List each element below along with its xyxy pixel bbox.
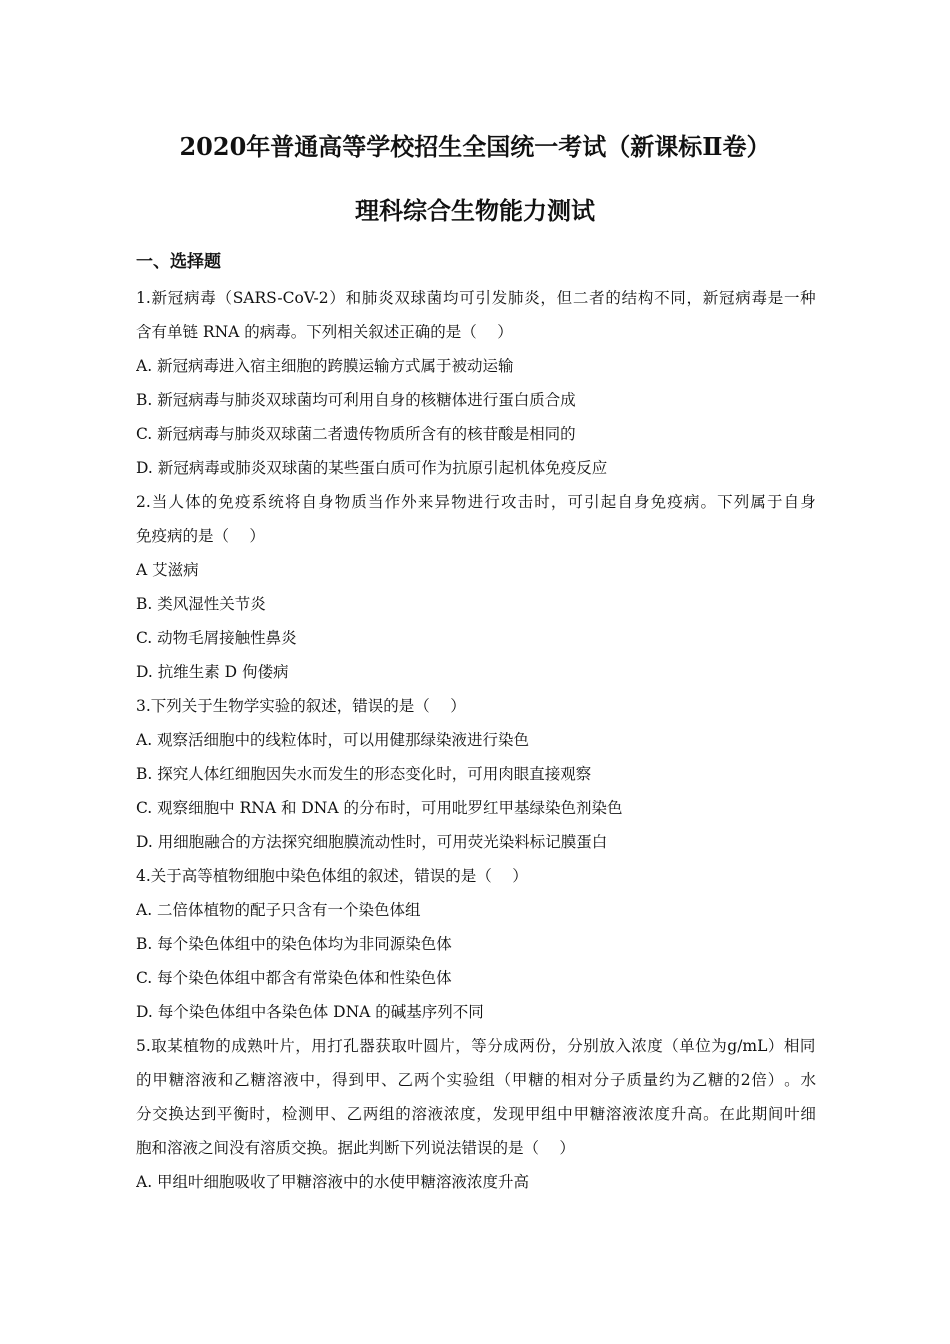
- stem-glyph: 引: [584, 493, 600, 511]
- stem-glyph: 可: [459, 289, 475, 307]
- stem-glyph: 身: [634, 493, 650, 511]
- stem-glyph: 两: [519, 1037, 535, 1055]
- section-heading: 一、选择题: [136, 252, 221, 272]
- stem-glyph: 起: [600, 493, 617, 511]
- stem-glyph: 二: [572, 289, 589, 307]
- stem-glyph: 某: [167, 1037, 183, 1055]
- stem-glyph: 甲: [573, 1105, 589, 1123]
- stem-glyph: ，: [265, 1105, 282, 1123]
- stem-glyph: ，: [551, 1037, 567, 1055]
- stem-glyph: 倍: [751, 1071, 767, 1089]
- stem-glyph: 成: [231, 1037, 247, 1055]
- stem-glyph: 中: [299, 1071, 315, 1089]
- stem-glyph: 的: [544, 1071, 561, 1089]
- stem-glyph: 系: [251, 493, 268, 511]
- stem-glyph: 取: [391, 1037, 407, 1055]
- stem-glyph: 实: [446, 1071, 463, 1089]
- stem-glyph: 异: [434, 493, 451, 511]
- stem-glyph: 甲: [152, 1071, 168, 1089]
- stem-glyph: 乙: [691, 1071, 708, 1089]
- stem-glyph: 引: [475, 289, 491, 307]
- stem-glyph: ）: [767, 1037, 784, 1055]
- stem-glyph: ，: [295, 1037, 311, 1055]
- stem-glyph: 分: [136, 1105, 152, 1123]
- question-stem-line: 含有单链 RNA 的病毒。下列相关叙述正确的是（ ）: [136, 323, 513, 341]
- answer-option: B. 新冠病毒与肺炎双球菌均可利用自身的核糖体进行蛋白质合成: [136, 391, 576, 409]
- stem-glyph: 叶: [263, 1037, 279, 1055]
- stem-glyph: 身: [318, 493, 334, 511]
- stem-glyph: 甲: [314, 1105, 330, 1123]
- stem-glyph: 物: [451, 493, 467, 511]
- stem-glyph: 糖: [250, 1071, 266, 1089]
- stem-glyph: 甲: [511, 1071, 528, 1089]
- stem-glyph: 细: [800, 1105, 816, 1123]
- stem-glyph: 乙: [346, 1105, 363, 1123]
- stem-glyph: 叶: [407, 1037, 423, 1055]
- stem-glyph: 新: [151, 289, 168, 307]
- stem-glyph: 分: [487, 1037, 503, 1055]
- stem-glyph: 熟: [247, 1037, 263, 1055]
- stem-glyph: 结: [621, 289, 638, 307]
- stem-glyph: 度: [654, 1105, 671, 1123]
- stem-glyph: 新: [702, 289, 719, 307]
- stem-glyph: 的: [136, 1071, 152, 1089]
- stem-glyph: 物: [199, 1037, 215, 1055]
- stem-glyph: 液: [283, 1071, 299, 1089]
- stem-glyph: 糖: [168, 1071, 185, 1089]
- stem-glyph: 叶: [784, 1105, 800, 1123]
- stem-glyph: 1.: [136, 289, 151, 307]
- stem-glyph: 子: [609, 1071, 626, 1089]
- stem-glyph: ，: [550, 493, 567, 511]
- stem-glyph: 和: [345, 289, 362, 307]
- stem-glyph: 肺: [361, 289, 378, 307]
- stem-glyph: 溶: [411, 1105, 427, 1123]
- document-title: 2020年普通高等学校招生全国统一考试（新课标Ⅱ卷）: [179, 132, 771, 161]
- stem-glyph: 5.: [136, 1037, 151, 1055]
- stem-glyph: 发: [491, 289, 508, 307]
- stem-glyph: 打: [327, 1037, 343, 1055]
- stem-glyph: 乙: [397, 1071, 414, 1089]
- stem-glyph: 两: [413, 1071, 430, 1089]
- stem-glyph: SARS-CoV-2: [232, 289, 329, 307]
- stem-glyph: （: [216, 289, 232, 307]
- stem-glyph: 等: [471, 1037, 487, 1055]
- stem-glyph: 自: [783, 493, 800, 511]
- stem-glyph: 病: [183, 289, 200, 307]
- answer-option: B. 探究人体红细胞因失水而发生的形态变化时，可用肉眼直接观察: [136, 765, 592, 783]
- stem-glyph: ，: [455, 1037, 471, 1055]
- stem-glyph: 作: [384, 493, 401, 511]
- stem-glyph: 平: [217, 1105, 233, 1123]
- answer-option: D. 新冠病毒或肺炎双球菌的某些蛋白质可作为抗原引起机体免疫反应: [136, 459, 608, 477]
- stem-glyph: 当: [368, 493, 384, 511]
- stem-glyph: 自: [301, 493, 318, 511]
- stem-glyph: 两: [362, 1105, 379, 1123]
- stem-glyph: 期: [751, 1105, 768, 1123]
- stem-glyph: 量: [642, 1071, 659, 1089]
- stem-glyph: 球: [410, 289, 427, 307]
- stem-glyph: 。: [784, 1071, 800, 1089]
- stem-glyph: 孔: [343, 1037, 359, 1055]
- answer-option: A. 观察活细胞中的线粒体时，可以用健那绿染液进行染色: [136, 731, 530, 749]
- answer-option: C. 观察细胞中 RNA 和 DNA 的分布时，可用吡罗红甲基绿染色剂染色: [136, 799, 623, 817]
- stem-glyph: 但: [556, 289, 573, 307]
- stem-glyph: 、: [330, 1105, 346, 1123]
- stem-glyph: 冠: [719, 289, 735, 307]
- answer-option: C. 动物毛屑接触性鼻炎: [136, 629, 297, 647]
- stem-glyph: 菌: [426, 289, 443, 307]
- stem-glyph: 浓: [443, 1105, 460, 1123]
- answer-option: A. 二倍体植物的配子只含有一个染色体组: [136, 901, 421, 919]
- question-stem-line: 3.下列关于生物学实验的叙述，错误的是（ ）: [136, 697, 466, 715]
- stem-glyph: 组: [541, 1105, 557, 1123]
- stem-glyph: 列: [733, 493, 750, 511]
- stem-glyph: 相: [560, 1071, 577, 1089]
- stem-glyph: 交: [152, 1105, 168, 1123]
- question-stem-line: [136, 488, 816, 522]
- answer-option: A. 新冠病毒进入宿主细胞的跨膜运输方式属于被动运输: [136, 357, 514, 375]
- stem-glyph: 属: [750, 493, 766, 511]
- stem-glyph: 病: [683, 493, 700, 511]
- stem-glyph: 自: [617, 493, 633, 511]
- stem-glyph: 相: [783, 1037, 800, 1055]
- stem-glyph: 获: [375, 1037, 391, 1055]
- stem-glyph: 当: [151, 493, 168, 511]
- stem-glyph: （: [495, 1071, 512, 1089]
- stem-glyph: 免: [650, 493, 667, 511]
- stem-glyph: 到: [348, 1071, 364, 1089]
- stem-glyph: 溶: [266, 1071, 283, 1089]
- stem-glyph: 成: [503, 1037, 519, 1055]
- stem-glyph: 外: [401, 493, 417, 511]
- stem-glyph: 。: [700, 493, 717, 511]
- stem-glyph: 衡: [233, 1105, 249, 1123]
- stem-glyph: ）: [767, 1071, 784, 1089]
- stem-glyph: 分: [567, 1037, 583, 1055]
- stem-glyph: ，: [315, 1071, 332, 1089]
- stem-glyph: 为: [711, 1037, 727, 1055]
- stem-glyph: 均: [443, 289, 459, 307]
- stem-glyph: ，: [476, 1105, 492, 1123]
- stem-glyph: 用: [311, 1037, 327, 1055]
- stem-glyph: 片: [279, 1037, 295, 1055]
- stem-glyph: 时: [249, 1105, 265, 1123]
- stem-glyph: 度: [460, 1105, 476, 1123]
- answer-option: D. 每个染色体组中各染色体 DNA 的碱基序列不同: [136, 1003, 484, 1021]
- stem-glyph: 质: [626, 1071, 642, 1089]
- stem-glyph: 液: [427, 1105, 444, 1123]
- question-stem-line: [136, 284, 816, 318]
- stem-glyph: 的: [724, 1071, 740, 1089]
- answer-option: C. 新冠病毒与肺炎双球菌二者遗传物质所含有的核苷酸是相同的: [136, 425, 576, 443]
- stem-glyph: 下: [717, 493, 733, 511]
- stem-glyph: 份: [535, 1037, 551, 1055]
- stem-glyph: 位: [695, 1037, 711, 1055]
- stem-glyph: 时: [534, 493, 550, 511]
- stem-glyph: 炎: [378, 289, 394, 307]
- stem-glyph: 对: [577, 1071, 593, 1089]
- answer-option: B. 类风湿性关节炎: [136, 595, 266, 613]
- stem-glyph: 甲: [524, 1105, 541, 1123]
- stem-glyph: 个: [430, 1071, 446, 1089]
- stem-glyph: 病: [735, 289, 751, 307]
- stem-glyph: 别: [583, 1037, 599, 1055]
- stem-glyph: 的: [395, 1105, 411, 1123]
- stem-glyph: 免: [218, 493, 234, 511]
- stem-glyph: 同: [670, 289, 686, 307]
- stem-glyph: 冠: [167, 289, 184, 307]
- stem-glyph: 植: [183, 1037, 199, 1055]
- stem-glyph: ）: [329, 289, 345, 307]
- stem-glyph: 2: [740, 1071, 751, 1089]
- stem-glyph: 得: [332, 1071, 348, 1089]
- stem-glyph: 和: [217, 1071, 234, 1089]
- stem-glyph: 2.: [136, 493, 151, 511]
- stem-glyph: 的: [215, 1037, 231, 1055]
- stem-glyph: 溶: [605, 1105, 622, 1123]
- stem-glyph: 的: [605, 289, 621, 307]
- stem-glyph: 疫: [667, 493, 683, 511]
- question-stem-line: 胞和溶液之间没有溶质交换。据此判断下列说法错误的是（ ）: [136, 1139, 575, 1157]
- stem-glyph: 疫: [235, 493, 251, 511]
- stem-glyph: 到: [200, 1105, 217, 1123]
- stem-glyph: 液: [201, 1071, 217, 1089]
- stem-glyph: g/mL: [727, 1037, 768, 1055]
- stem-glyph: 肺: [507, 289, 524, 307]
- stem-glyph: 、: [381, 1071, 397, 1089]
- stem-glyph: 单: [679, 1037, 695, 1055]
- stem-glyph: ，: [686, 289, 703, 307]
- stem-glyph: 行: [484, 493, 500, 511]
- stem-glyph: 分: [593, 1071, 610, 1089]
- stem-glyph: 者: [589, 289, 605, 307]
- stem-glyph: 放: [599, 1037, 615, 1055]
- answer-option: D. 抗维生素 D 佝偻病: [136, 663, 289, 681]
- stem-glyph: 浓: [638, 1105, 654, 1123]
- stem-glyph: 毒: [200, 289, 216, 307]
- answer-option: A 艾滋病: [136, 561, 199, 579]
- stem-glyph: 器: [359, 1037, 375, 1055]
- stem-glyph: 水: [800, 1071, 816, 1089]
- stem-glyph: 质: [351, 493, 367, 511]
- stem-glyph: 液: [622, 1105, 638, 1123]
- stem-glyph: ，: [540, 289, 556, 307]
- stem-glyph: 取: [151, 1037, 167, 1055]
- stem-glyph: 高: [686, 1105, 703, 1123]
- stem-glyph: 升: [670, 1105, 687, 1123]
- stem-glyph: 验: [462, 1071, 479, 1089]
- answer-option: B. 每个染色体组中的染色体均为非同源染色体: [136, 935, 452, 953]
- stem-glyph: 圆: [423, 1037, 439, 1055]
- question-stem-line: 免疫病的是（ ）: [136, 527, 265, 545]
- stem-glyph: 溶: [185, 1071, 201, 1089]
- stem-glyph: 糖: [589, 1105, 606, 1123]
- stem-glyph: 一: [783, 289, 800, 307]
- stem-glyph: 换: [168, 1105, 184, 1123]
- question-stem-line: [136, 1066, 816, 1100]
- stem-glyph: 进: [467, 493, 484, 511]
- stem-glyph: 物: [334, 493, 351, 511]
- stem-glyph: 。: [703, 1105, 719, 1123]
- stem-glyph: 击: [517, 493, 534, 511]
- stem-glyph: 将: [284, 493, 301, 511]
- stem-glyph: 是: [767, 289, 784, 307]
- question-stem-line: 4.关于高等植物细胞中染色体组的叙述，错误的是（ ）: [136, 867, 528, 885]
- stem-glyph: 间: [767, 1105, 784, 1123]
- stem-glyph: 甲: [364, 1071, 381, 1089]
- stem-glyph: 种: [800, 289, 816, 307]
- stem-glyph: 炎: [524, 289, 540, 307]
- stem-glyph: 攻: [501, 493, 517, 511]
- stem-glyph: 此: [735, 1105, 752, 1123]
- answer-option: A. 甲组叶细胞吸收了甲糖溶液中的水使甲糖溶液浓度升高: [136, 1173, 530, 1191]
- stem-glyph: 体: [185, 493, 201, 511]
- answer-option: D. 用细胞融合的方法探究细胞膜流动性时，可用荧光染料标记膜蛋白: [136, 833, 608, 851]
- stem-glyph: 不: [654, 289, 670, 307]
- stem-glyph: 身: [800, 493, 816, 511]
- stem-glyph: 入: [615, 1037, 631, 1055]
- question-stem-line: [136, 1032, 816, 1066]
- stem-glyph: 约: [659, 1071, 675, 1089]
- answer-option: C. 每个染色体组中都含有常染色体和性染色体: [136, 969, 452, 987]
- stem-glyph: 为: [675, 1071, 691, 1089]
- stem-glyph: 现: [508, 1105, 525, 1123]
- stem-glyph: 的: [201, 493, 218, 511]
- stem-glyph: 组: [479, 1071, 495, 1089]
- question-list: [136, 284, 816, 1202]
- document-subtitle: 理科综合生物能力测试: [355, 196, 595, 225]
- stem-glyph: 检: [281, 1105, 298, 1123]
- stem-glyph: 同: [799, 1037, 816, 1055]
- stem-glyph: 双: [394, 289, 410, 307]
- stem-glyph: 来: [417, 493, 434, 511]
- stem-glyph: 片: [439, 1037, 455, 1055]
- stem-glyph: 在: [719, 1105, 735, 1123]
- stem-glyph: （: [663, 1037, 679, 1055]
- stem-glyph: 测: [298, 1105, 314, 1123]
- stem-glyph: 度: [647, 1037, 663, 1055]
- stem-glyph: 糖: [708, 1071, 724, 1089]
- stem-glyph: 发: [492, 1105, 508, 1123]
- stem-glyph: 人: [168, 493, 185, 511]
- stem-glyph: 于: [767, 493, 783, 511]
- stem-glyph: 达: [184, 1105, 201, 1123]
- stem-glyph: 中: [557, 1105, 573, 1123]
- question-stem-line: [136, 1100, 816, 1134]
- stem-glyph: 浓: [631, 1037, 647, 1055]
- stem-glyph: 乙: [234, 1071, 250, 1089]
- stem-glyph: 毒: [751, 289, 767, 307]
- stem-glyph: 可: [567, 493, 584, 511]
- stem-glyph: 统: [268, 493, 284, 511]
- stem-glyph: 组: [379, 1105, 395, 1123]
- stem-glyph: 构: [637, 289, 654, 307]
- stem-glyph: 糖: [528, 1071, 544, 1089]
